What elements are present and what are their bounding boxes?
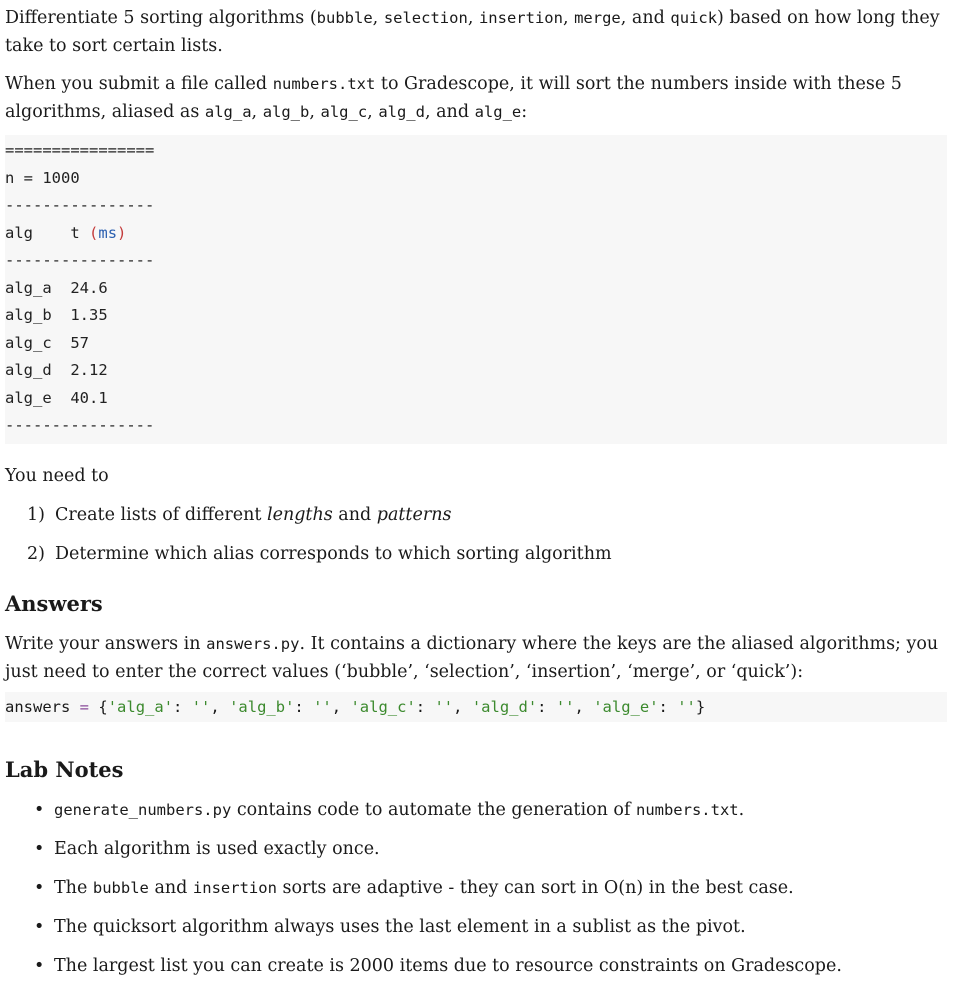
text: , xyxy=(367,102,379,122)
note-item xyxy=(34,874,946,902)
text: contains code to automate the generation of xyxy=(231,799,636,820)
note-item xyxy=(34,835,946,863)
task-number: 1) xyxy=(27,504,45,525)
text: , and xyxy=(424,102,475,122)
result-row xyxy=(5,330,947,358)
intro-paragraph xyxy=(5,4,946,60)
row-time: 57 xyxy=(70,333,90,352)
text: , xyxy=(467,8,479,28)
code-key: 'alg_e' xyxy=(593,697,659,716)
text: , xyxy=(251,102,263,122)
text: to Gradescope, it will sort the numbers inside with these 5 algorithms, aliased as xyxy=(5,74,902,122)
code-eq: = xyxy=(79,697,90,716)
code-value: '' xyxy=(434,697,454,716)
text: , xyxy=(372,8,384,28)
task-text: Determine which alias corresponds to which sorting algorithm xyxy=(55,543,612,564)
text: and xyxy=(148,877,193,898)
tasks-lead: You need to xyxy=(5,465,109,486)
n-line: n = 1000 xyxy=(5,168,80,187)
header-alg: alg xyxy=(5,223,33,242)
note-text: The quicksort algorithm always uses the last element in a sublist as the pivot. xyxy=(54,916,746,937)
note-text: The largest list you can create is 2000 items due to resource constraints on Gradescope. xyxy=(54,955,842,976)
code-key: 'alg_d' xyxy=(471,697,538,716)
double-rule: ================ xyxy=(5,141,155,159)
result-row xyxy=(5,275,947,303)
punc: : xyxy=(294,697,304,716)
single-rule: ---------------- xyxy=(5,196,155,214)
row-alg: alg_e xyxy=(5,388,52,407)
row-alg: alg_d xyxy=(5,361,52,379)
code-quick: quick xyxy=(670,9,718,27)
submission-paragraph xyxy=(5,70,946,126)
header-line xyxy=(5,220,947,248)
result-row xyxy=(5,357,947,385)
code-value: '' xyxy=(191,697,211,716)
note-text: Each algorithm is used exactly once. xyxy=(54,838,380,859)
punc: , xyxy=(210,697,220,716)
text: , xyxy=(309,102,321,122)
task-number: 2) xyxy=(27,543,45,564)
task-item xyxy=(27,540,946,568)
task-item xyxy=(27,501,946,529)
row-alg: alg_a xyxy=(5,278,52,297)
answers-paragraph xyxy=(5,630,946,686)
single-rule: ---------------- xyxy=(5,416,155,434)
text: The xyxy=(54,877,93,898)
answers-heading: Answers xyxy=(5,590,103,616)
text: ) based on how long they take to sort certain lists. xyxy=(5,8,940,56)
punc: : xyxy=(658,697,668,716)
code-brace: { xyxy=(98,697,108,716)
lab-notes-list xyxy=(5,796,946,980)
text: . It contains a dictionary where the keys are the aliased algorithms; you just need to enter the correct values (‘bubble’, ‘selection’, ‘insertion’, ‘merge’, or ‘quick’): xyxy=(5,633,939,682)
code-generate-numbers: generate_numbers.py xyxy=(54,800,232,819)
code-selection: selection xyxy=(383,9,468,27)
emph-lengths: lengths xyxy=(267,504,333,525)
code-value: '' xyxy=(555,697,575,716)
bullet-icon: • xyxy=(34,916,45,937)
code-answers-py: answers.py xyxy=(206,634,300,653)
task-text xyxy=(55,501,451,529)
code-bubble: bubble xyxy=(92,878,149,897)
note-item xyxy=(34,796,946,824)
punc: , xyxy=(453,697,463,716)
code-alg-a: alg_a xyxy=(204,103,252,121)
header-ms: ms xyxy=(98,223,118,242)
code-bubble: bubble xyxy=(316,9,373,27)
row-alg: alg_c xyxy=(5,333,52,352)
code-insertion: insertion xyxy=(478,9,563,27)
code-alg-b: alg_b xyxy=(262,103,310,121)
text: Write your answers in xyxy=(5,633,207,654)
row-time: 40.1 xyxy=(70,388,108,407)
paren-open: ( xyxy=(89,223,99,242)
header-t: t xyxy=(70,223,80,242)
code-key: 'alg_c' xyxy=(350,697,416,716)
text: sorts are adaptive - they can sort in O(n) in the best case. xyxy=(276,877,794,898)
punc: : xyxy=(537,697,547,716)
text: . xyxy=(738,799,745,820)
text: and xyxy=(332,504,377,525)
bullet-icon: • xyxy=(34,877,45,898)
answers-code-block xyxy=(5,692,947,722)
code-key: 'alg_a' xyxy=(107,697,174,716)
bullet-icon: • xyxy=(34,838,45,859)
bullet-icon: • xyxy=(34,955,45,976)
row-alg: alg_b xyxy=(5,306,52,324)
note-item xyxy=(34,913,946,941)
code-key: 'alg_b' xyxy=(229,697,295,716)
text: : xyxy=(521,102,528,122)
emph-patterns: patterns xyxy=(376,504,452,525)
punc: , xyxy=(331,697,342,716)
code-numbers-txt: numbers.txt xyxy=(635,800,739,819)
row-time: 1.35 xyxy=(70,306,108,324)
text: , xyxy=(562,8,575,28)
paren-close: ) xyxy=(117,223,127,242)
note-item xyxy=(34,952,946,980)
bullet-icon: • xyxy=(34,799,45,820)
text: When you submit a file called xyxy=(5,74,273,94)
note-text xyxy=(54,796,744,824)
code-alg-c: alg_c xyxy=(320,103,368,121)
punc: , xyxy=(574,697,584,716)
code-value: '' xyxy=(677,697,696,716)
text: , and xyxy=(620,8,671,28)
code-value: '' xyxy=(313,697,332,716)
note-text xyxy=(54,874,794,902)
tasks-list xyxy=(5,501,946,568)
lab-notes-heading: Lab Notes xyxy=(5,756,124,782)
row-time: 2.12 xyxy=(70,361,108,379)
text: Differentiate 5 sorting algorithms ( xyxy=(5,8,317,28)
code-numbers-txt: numbers.txt xyxy=(272,75,376,93)
code-insertion: insertion xyxy=(192,878,277,897)
punc: : xyxy=(173,697,183,716)
code-alg-e: alg_e xyxy=(474,103,522,121)
gradescope-output-block xyxy=(5,135,947,444)
result-row xyxy=(5,302,947,330)
code-merge: merge xyxy=(574,9,621,27)
punc: : xyxy=(415,697,426,716)
text: Create lists of different xyxy=(55,504,267,525)
result-row xyxy=(5,385,947,413)
code-brace: } xyxy=(695,697,706,716)
code-var: answers xyxy=(5,697,71,716)
code-alg-d: alg_d xyxy=(378,103,425,121)
single-rule: ---------------- xyxy=(5,251,155,269)
row-time: 24.6 xyxy=(70,278,108,297)
